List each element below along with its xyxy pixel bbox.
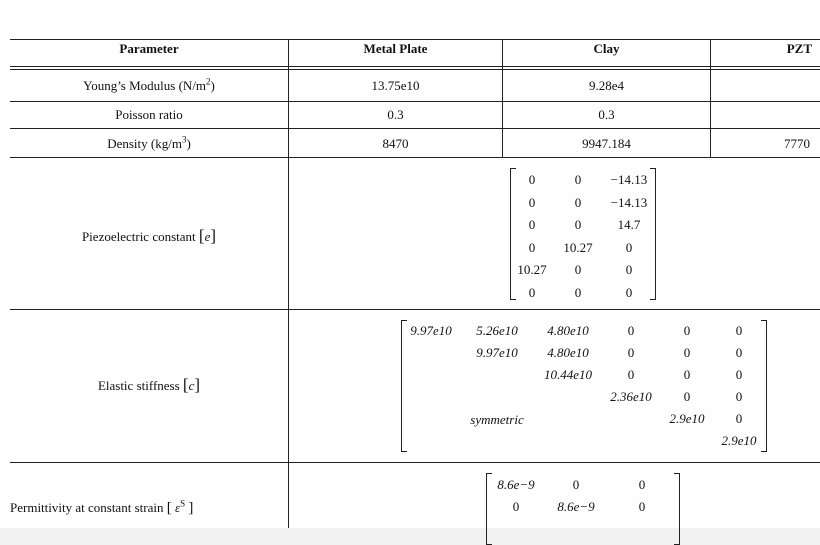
- elastic-matrix-cell: 10.44e10: [543, 367, 593, 382]
- permittivity-matrix-cell: 0: [512, 499, 520, 514]
- symbol-bracket: ]: [194, 375, 201, 394]
- row-label-youngs-modulus: [10, 78, 288, 94]
- row-label-piezoelectric: [10, 226, 288, 246]
- header-bottom-rule-1: [10, 66, 820, 67]
- piezo-matrix-cell: −14.13: [610, 172, 648, 187]
- label-text: Young’s Modulus (N/m: [83, 78, 207, 93]
- symbol-bracket: [: [182, 375, 189, 394]
- header-parameter: Parameter: [119, 41, 179, 56]
- piezo-matrix-cell: 0: [574, 262, 582, 277]
- elastic-matrix-cell: 2.9e10: [669, 411, 705, 426]
- header-pzt: PZT: [786, 41, 812, 56]
- elastic-matrix-cell: 0: [683, 323, 691, 338]
- permittivity-matrix-cell: 8.6e−9: [497, 477, 535, 492]
- elastic-matrix-cell: 0: [683, 367, 691, 382]
- elastic-matrix-cell: 0: [683, 389, 691, 404]
- row-label-poisson-ratio: [10, 107, 288, 123]
- elastic-matrix-cell: 4.80e10: [547, 345, 589, 360]
- elastic-matrix-cell: 2.36e10: [610, 389, 652, 404]
- elastic-matrix-cell: 0: [735, 411, 743, 426]
- label-end: ): [210, 78, 215, 93]
- row-label-density: [10, 136, 288, 152]
- symbol-epsilon: ε: [174, 500, 181, 515]
- header-bottom-rule-2: [10, 69, 820, 70]
- piezo-matrix-cell: 0: [528, 239, 536, 255]
- label-text: Permittivity at constant strain: [10, 500, 164, 515]
- elastic-matrix-cell: 0: [627, 345, 635, 360]
- permittivity-matrix-cell: 0: [572, 477, 580, 492]
- label-text: Elastic stiffness: [97, 378, 180, 393]
- elastic-matrix-cell: 0: [683, 345, 691, 360]
- row-rule-1: [10, 101, 820, 102]
- symbol-e: e: [204, 229, 211, 244]
- elastic-matrix-cell: 0: [735, 323, 743, 338]
- piezo-matrix-cell: 0: [528, 172, 536, 187]
- symbol-bracket: [: [166, 500, 172, 516]
- symmetric-label: symmetric: [470, 412, 524, 427]
- elastic-matrix-cell: 9.97e10: [410, 323, 452, 338]
- piezo-matrix-cell: 0: [574, 217, 582, 232]
- elastic-matrix-left-bracket: [401, 320, 407, 452]
- piezo-matrix-cell: 0: [625, 262, 633, 277]
- piezo-matrix-cell: 0: [574, 172, 582, 187]
- cell-metal-density: 8470: [382, 136, 409, 151]
- row-rule-5: [10, 462, 820, 463]
- cell-metal-poisson: 0.3: [387, 107, 404, 122]
- elastic-matrix-cell: 5.26e10: [476, 323, 518, 338]
- symbol-bracket: ]: [188, 500, 194, 516]
- label-text: Density (kg/m: [107, 136, 182, 151]
- row-label-permittivity: [10, 500, 288, 517]
- symbol-superscript: S: [180, 498, 186, 509]
- elastic-matrix-cell: 0: [735, 345, 743, 360]
- row-rule-2: [10, 128, 820, 129]
- elastic-matrix-cell: 0: [735, 389, 743, 404]
- piezo-matrix-cell: 0: [528, 217, 536, 232]
- label-text: Piezoelectric constant: [81, 229, 196, 244]
- piezo-matrix-cell: 0: [528, 194, 536, 210]
- cell-clay-poisson: 0.3: [598, 107, 615, 122]
- label-superscript: 3: [181, 134, 187, 145]
- permittivity-matrix-cell: 0: [638, 499, 646, 514]
- cell-clay-density: 9947.184: [582, 136, 631, 151]
- piezo-matrix-cell: 0: [574, 284, 582, 300]
- elastic-matrix-cell: 0: [627, 367, 635, 382]
- piezo-matrix-cell: 10.27: [563, 239, 593, 255]
- permittivity-matrix-cell: 8.6e−9: [557, 499, 595, 514]
- piezo-matrix-cell: 0: [574, 194, 582, 210]
- piezo-matrix-cell: 0: [625, 239, 633, 255]
- elastic-matrix-cell: 0: [627, 323, 635, 338]
- label-end: ): [186, 136, 191, 151]
- header-metal-plate: Metal Plate: [363, 41, 428, 56]
- symbol-c: c: [188, 378, 195, 393]
- row-rule-4: [10, 309, 820, 310]
- symbol-bracket: ]: [210, 226, 217, 245]
- piezo-matrix-cell: 0: [528, 284, 536, 300]
- piezo-matrix-cell: −14.13: [610, 194, 648, 210]
- row-label-elastic-stiffness: [10, 375, 288, 395]
- header-top-rule: [10, 39, 820, 40]
- elastic-matrix-cell: 2.9e10: [721, 433, 757, 448]
- cell-metal-youngs: 13.75e10: [371, 78, 420, 93]
- elastic-matrix-cell: 0: [735, 367, 743, 382]
- piezo-matrix-cell: 14.7: [617, 217, 641, 232]
- label-superscript: 2: [206, 76, 211, 87]
- elastic-matrix-cell: 4.80e10: [547, 323, 589, 338]
- cell-clay-youngs: 9.28e4: [588, 78, 625, 93]
- permittivity-matrix-cell: 0: [638, 477, 646, 492]
- piezo-matrix-cell: 0: [625, 284, 633, 300]
- row-rule-3: [10, 157, 820, 158]
- cell-pzt-density: 7770: [784, 136, 810, 151]
- piezo-matrix-cell: 10.27: [517, 262, 547, 277]
- header-clay: Clay: [593, 41, 620, 56]
- symbol-bracket: [: [198, 226, 205, 245]
- elastic-matrix-cell: 9.97e10: [476, 345, 518, 360]
- label-text: Poisson ratio: [115, 107, 183, 122]
